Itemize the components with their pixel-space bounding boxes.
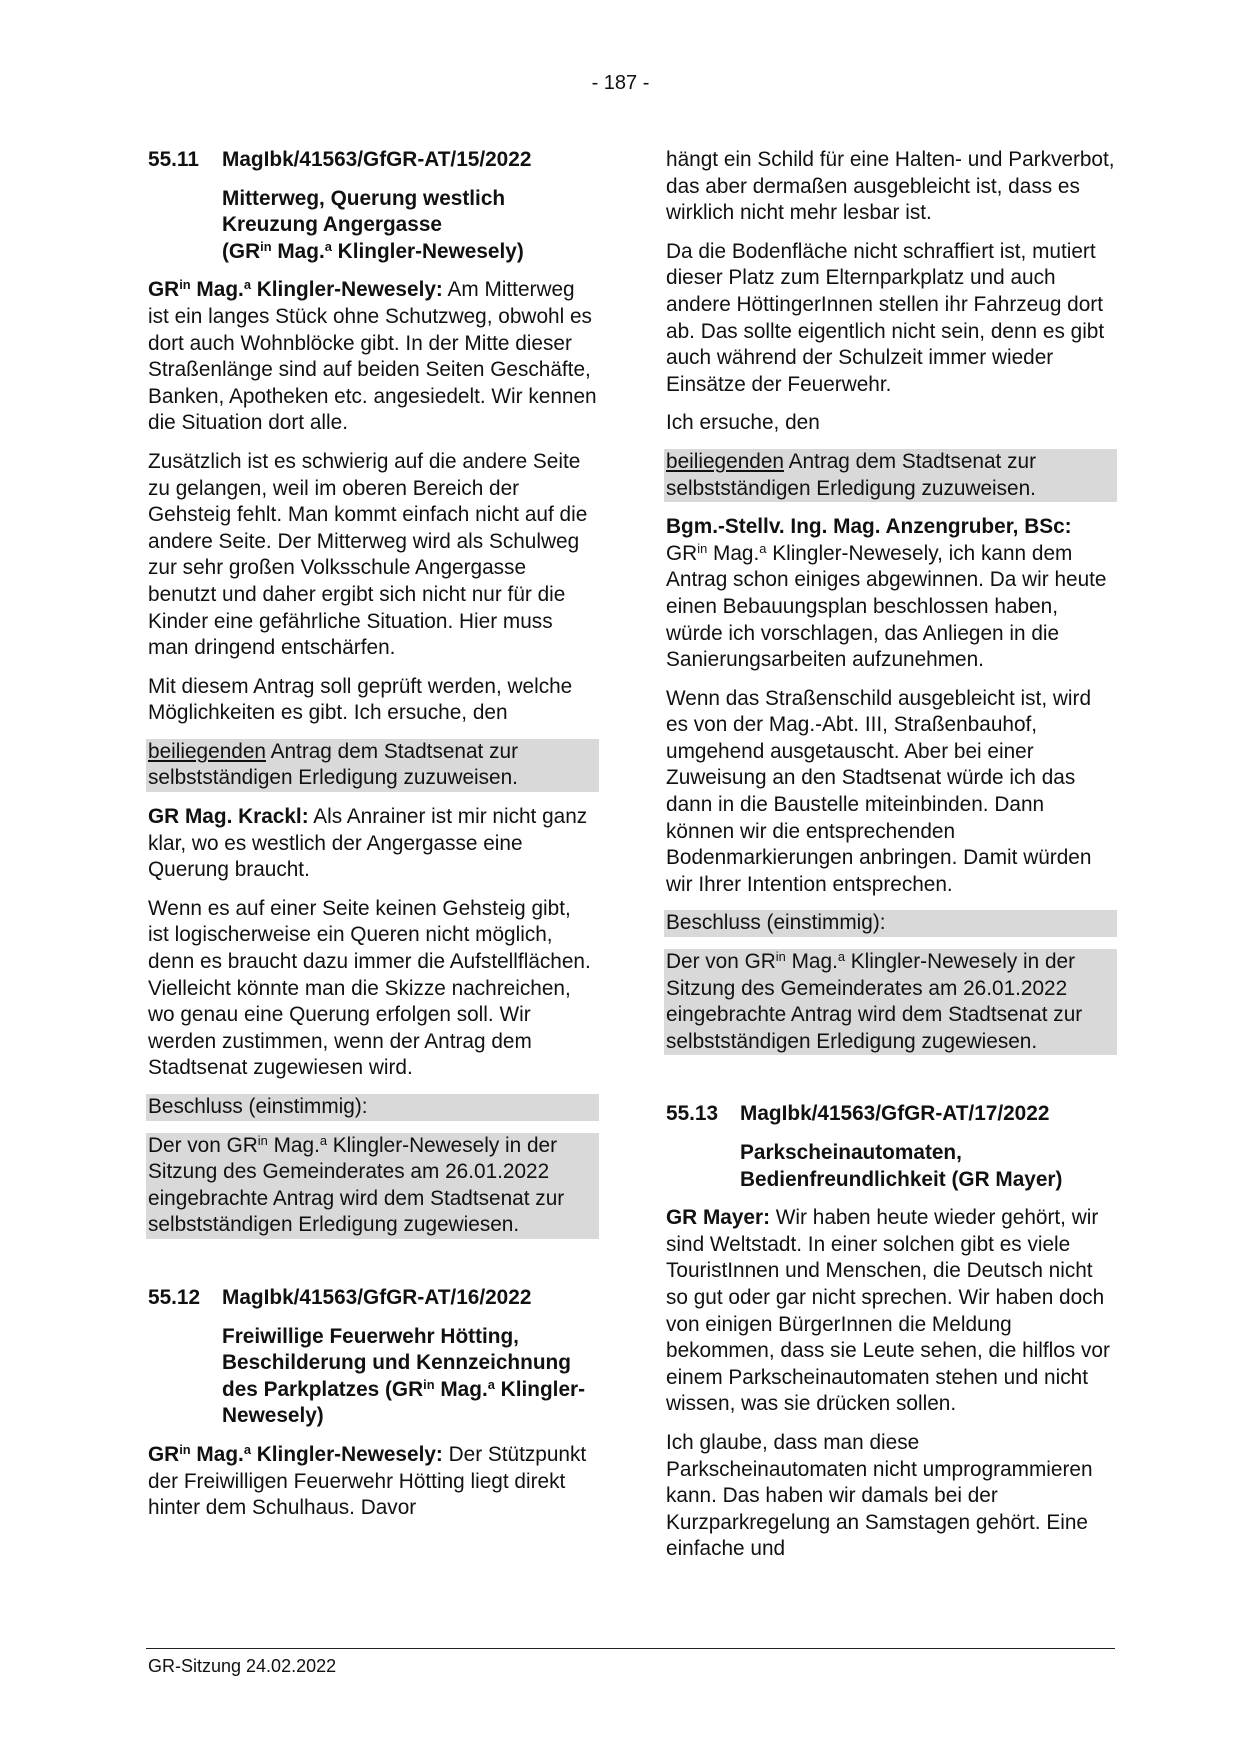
speaker-name: $GR^{in}$ Mag.$^a$ Klingler-Newesely: [148,1441,443,1466]
footer-text: GR-Sitzung 24.02.2022 [148,1656,337,1676]
paragraph-speech-krackl: GR Mag. Krackl: Als Anrainer ist mir nicht ganz klar, wo es westlich der Angergasse eine Querung braucht. [148,805,588,882]
paragraph-speech-klingler: $GR^{in}$ Mag.$^a$ Klingler-Newesely: Am Mitterweg ist ein langes Stück ohne Schutzweg, obwohl es dort auch Wohnblöcke gibt. In der Mitte dieser Straßenlänge sind auf beiden Seiten Geschäfte, Banken, Apotheken etc. angesiedelt. Wir kennen die Situation dort alle. [148,277,597,435]
paragraph: Mit diesem Antrag soll geprüft werden, welche Möglichkeiten es gibt. Ich ersuche, den [148,674,573,725]
paragraph: Da die Bodenfläche nicht schraffiert ist, mutiert dieser Platz zum Elternparkplatz und auch andere HöttingerInnen stellen ihr Fahrzeug dort ab. Das sollte eigentlich nicht sein, denn es gibt auch während der Schulzeit immer wieder Einsätze der Feuerwehr. [666,239,1105,396]
section-code: MagIbk/41563/GfGR-AT/16/2022 [222,1285,532,1309]
section-heading-55-12 [146,1285,599,1312]
speaker-name: Bgm.-Stellv. Ing. Mag. Anzengruber, BSc: [666,515,1072,539]
section-number: 55.13 [666,1102,719,1126]
section-code: MagIbk/41563/GfGR-AT/17/2022 [740,1102,1050,1126]
decision-label: Beschluss (einstimmig): [146,1094,599,1121]
speaker-name: GR Mag. Krackl: [148,805,309,829]
speaker-name: $GR^{in}$ Mag.$^a$ Klingler-Newesely: [148,277,443,302]
paragraph-speech-anzengruber: Bgm.-Stellv. Ing. Mag. Anzengruber, BSc: $GR^{in}$ Mag.$^a$ Klingler-Newesely, ich kann dem Antrag schon einiges abgewinnen. Da wir heute einen Bebauungsplan beschlossen haben, würde ich vorschlagen, das Anliegen in die Sanierungsarbeiten aufzunehmen. [666,515,1107,672]
paragraph: Ich glaube, dass man diese Parkscheinautomaten nicht umprogrammieren kann. Das haben wir damals bei der Kurzparkregelung an Samstagen gehört. Eine einfache und [666,1430,1093,1561]
paragraph: Zusätzlich ist es schwierig auf die andere Seite zu gelangen, weil im oberen Bereich der Gehsteig fehlt. Man kommt einfach nicht auf die andere Seite. Der Mitterweg wird als Schulweg zur sehr großen Volksschule Angergasse benutzt und daher ergibt sich nicht nur für die Kinder eine gefährliche Situation. Hier muss man dringend entschärfen. [148,449,588,660]
section-number: 55.12 [148,1285,201,1309]
section-title-55-13: Parkscheinautomaten, Bedienfreundlichkeit (GR Mayer) [740,1141,1063,1191]
decision-label: Beschluss (einstimmig): [664,910,1117,937]
section-number: 55.11 [148,148,199,171]
paragraph: Ich ersuche, den [666,411,820,435]
page-number: - 187 - [591,72,650,94]
paragraph: Wenn es auf einer Seite keinen Gehsteig gibt, ist logischerweise ein Queren nicht möglich, denn es braucht dazu immer die Aufstellflächen. Vielleicht könnte man die Skizze nachreichen, wo genau eine Querung erfolgen soll. Wir werden zustimmen, wenn der Antrag dem Stadtsenat zugewiesen wird. [148,896,591,1080]
section-code: MagIbk/41563/GfGR-AT/15/2022 [222,148,532,171]
motion-highlight: beiliegenden Antrag dem Stadtsenat zur selbstständigen Erledigung zuzuweisen. [664,449,1117,502]
left-column [146,147,599,1534]
speaker-name: GR Mayer: [666,1206,771,1230]
paragraph-speech-klingler: $GR^{in}$ Mag.$^a$ Klingler-Newesely: Der Stützpunkt der Freiwilligen Feuerwehr Hötting liegt direkt hinter dem Schulhaus. Davor [148,1441,587,1520]
decision-text: Der von $GR^{in}$ Mag.$^a$ Klingler-Newesely in der Sitzung des Gemeinderates am 26.01.2022 eingebrachte Antrag wird dem Stadtsenat zur selbstständigen Erledigung zugewiesen. [664,949,1117,1055]
section-heading-55-13 [664,1101,1117,1128]
section-heading-55-11 [146,147,599,174]
section-title-55-12: Freiwillige Feuerwehr Hötting, Beschilderung und Kennzeichnung des Parkplatzes ($GR^{in}$ Mag.$^a$ Klingler-Newesely) [222,1324,586,1428]
paragraph: hängt ein Schild für eine Halten- und Parkverbot, das aber dermaßen ausgebleicht ist, dass es wirklich nicht mehr lesbar ist. [666,148,1115,225]
right-column [664,147,1117,1575]
paragraph-speech-mayer: GR Mayer: Wir haben heute wieder gehört, wir sind Weltstadt. In einer solchen gibt es viele TouristInnen und Menschen, die Deutsch nicht so gut oder gar nicht sprechen. Wir haben doch von einigen BürgerInnen die Meldung bekommen, dass sie Leute sehen, die hilflos vor einem Parkscheinautomaten stehen und nicht wissen, was sie drücken sollen. [666,1206,1110,1416]
paragraph: Wenn das Straßenschild ausgebleicht ist, wird es von der Mag.-Abt. III, Straßenbauhof, umgehend ausgetauscht. Aber bei einer Zuweisung an den Stadtsenat würde ich das dann in die Baustelle miteinbinden. Dann können wir die entsprechenden Bodenmarkierungen anbringen. Damit würden wir Ihrer Intention entsprechen. [666,686,1092,896]
motion-highlight: beiliegenden Antrag dem Stadtsenat zur selbstständigen Erledigung zuzuweisen. [146,739,599,792]
decision-text: Der von $GR^{in}$ Mag.$^a$ Klingler-Newesely in der Sitzung des Gemeinderates am 26.01.2022 eingebrachte Antrag wird dem Stadtsenat zur selbstständigen Erledigung zugewiesen. [146,1133,599,1239]
footer-divider [146,1648,1115,1649]
section-title-55-11: Mitterweg, Querung westlich Kreuzung Angergasse ($GR^{in}$ Mag.$^a$ Klingler-Newesely) [222,186,524,263]
